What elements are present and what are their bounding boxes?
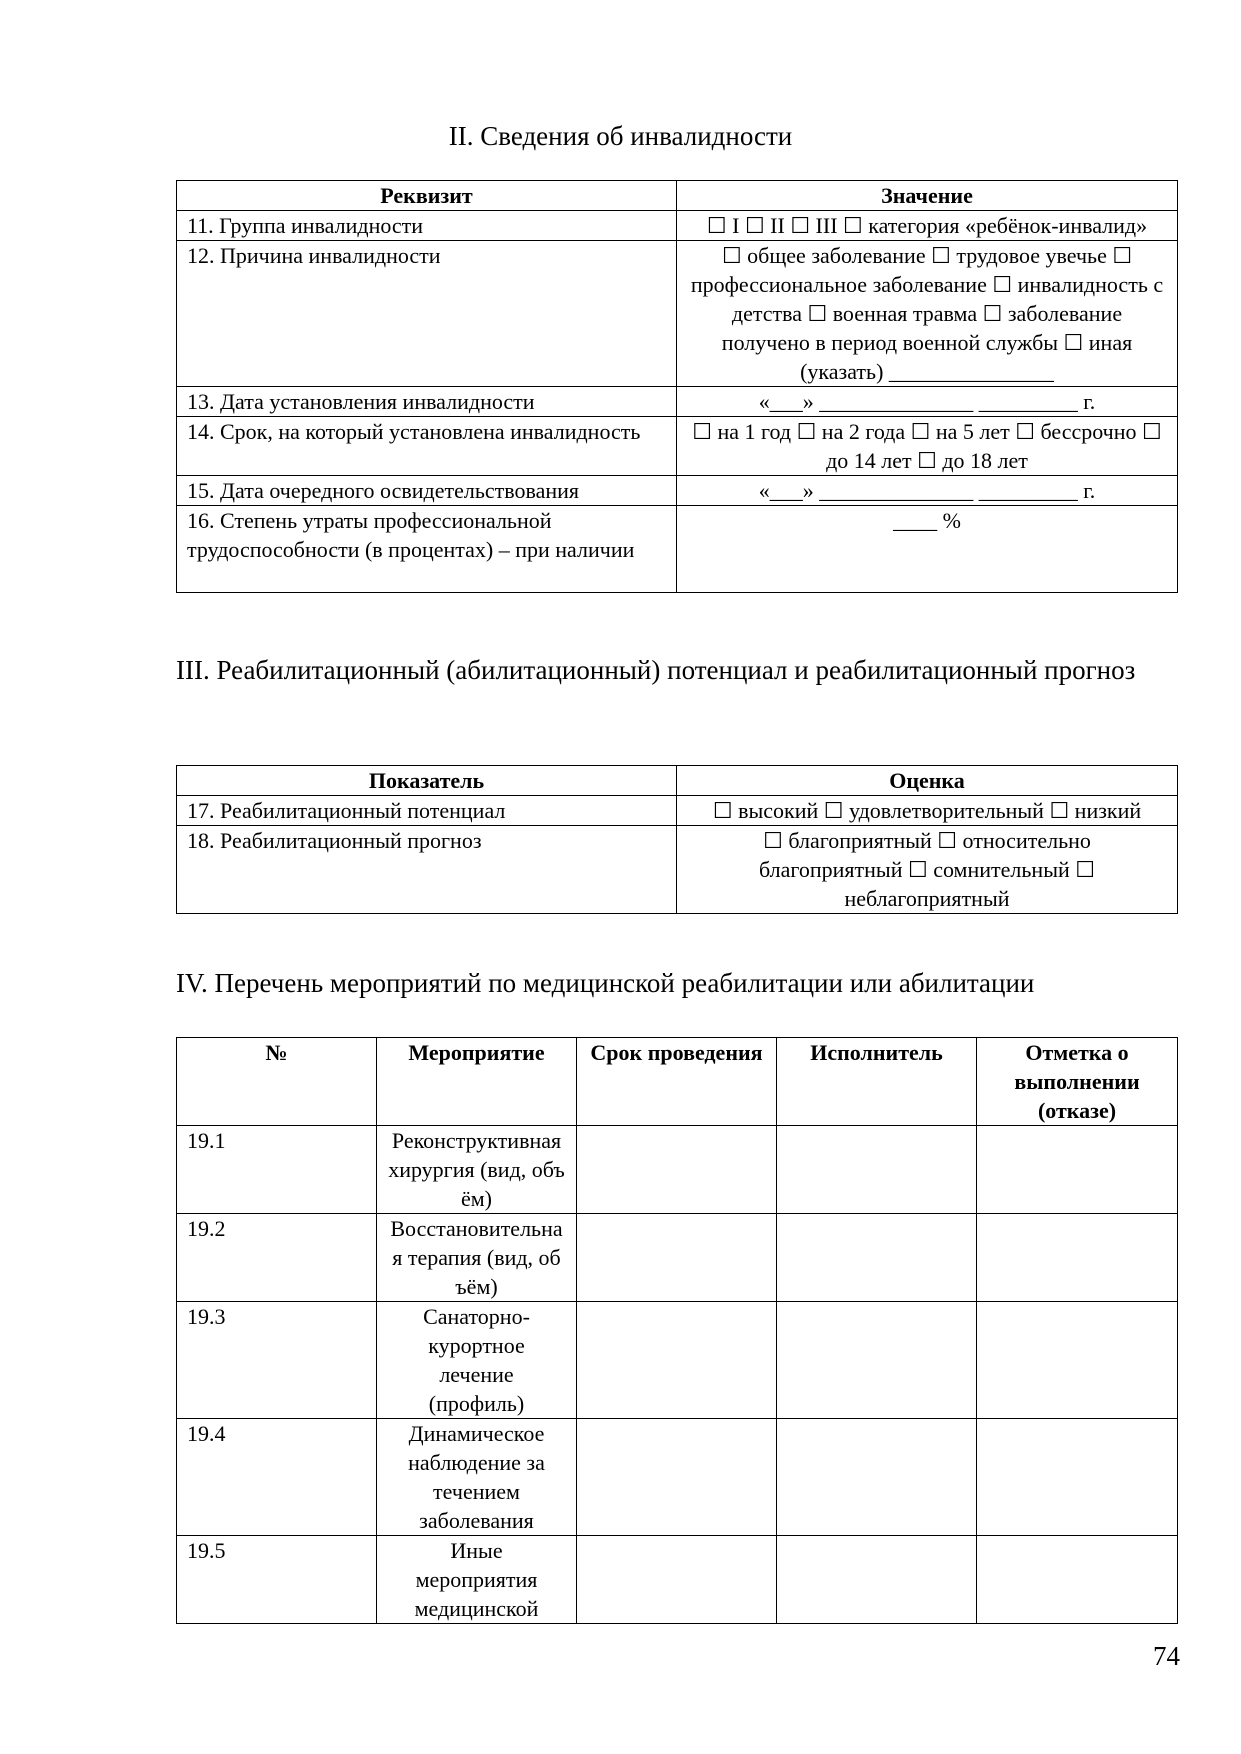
row-value: ☐ на 1 год ☐ на 2 года ☐ на 5 лет ☐ бессрочно ☐ до 14 лет ☐ до 18 лет [677,417,1178,476]
completion-cell [977,1536,1178,1624]
table-row [177,241,1178,387]
row-label: 18. Реабилитационный прогноз [177,826,677,914]
column-header-executor: Исполнитель [777,1038,977,1126]
table-row [177,211,1178,241]
row-label: 14. Срок, на который установлена инвалидность [177,417,677,476]
row-label: 11. Группа инвалидности [177,211,677,241]
row-label: 17. Реабилитационный потенциал [177,796,677,826]
row-number: 19.1 [177,1126,377,1214]
completion-cell [977,1214,1178,1302]
row-value: ☐ высокий ☐ удовлетворительный ☐ низкий [677,796,1178,826]
disability-info-table [176,180,1178,593]
table-row [177,826,1178,914]
table-row [177,1214,1178,1302]
completion-cell [977,1126,1178,1214]
section-4-title: IV. Перечень мероприятий по медицинской реабилитации или абилитации [176,968,1035,998]
table-row [177,476,1178,506]
row-label: 15. Дата очередного освидетельствования [177,476,677,506]
row-label: 12. Причина инвалидности [177,241,677,387]
row-number: 19.3 [177,1302,377,1419]
completion-cell [977,1419,1178,1536]
row-label: 16. Степень утраты профессиональной трудоспособности (в процентах) – при наличии [177,506,677,593]
column-header-indicator: Показатель [177,766,677,796]
term-cell [577,1536,777,1624]
page-number: 74 [1153,1641,1180,1671]
table-row [177,1536,1178,1624]
executor-cell [777,1536,977,1624]
section-3-title: III. Реабилитационный (абилитационный) потенциал и реабилитационный прогноз [176,655,1136,685]
table-row [177,796,1178,826]
medical-rehabilitation-activities-table [176,1037,1178,1624]
row-number: 19.2 [177,1214,377,1302]
row-label: 13. Дата установления инвалидности [177,387,677,417]
term-cell [577,1126,777,1214]
column-header-requisite: Реквизит [177,181,677,211]
table-row [177,387,1178,417]
row-activity: Иные мероприятия медицинской [377,1536,577,1624]
table-row [177,1126,1178,1214]
row-number: 19.5 [177,1536,377,1624]
row-activity: Восстановительная терапия (вид, объём) [377,1214,577,1302]
row-value: ☐ благоприятный ☐ относительно благоприятный ☐ сомнительный ☐ неблагоприятный [677,826,1178,914]
executor-cell [777,1126,977,1214]
row-activity: Динамическое наблюдение за течением заболевания [377,1419,577,1536]
executor-cell [777,1302,977,1419]
row-value: ____ % [677,506,1178,593]
column-header-activity: Мероприятие [377,1038,577,1126]
table-row [177,1419,1178,1536]
column-header-value: Значение [677,181,1178,211]
column-header-assessment: Оценка [677,766,1178,796]
table-row [177,506,1178,593]
column-header-number: № [177,1038,377,1126]
section-2-title: II. Сведения об инвалидности [448,121,793,151]
term-cell [577,1419,777,1536]
rehabilitation-potential-table [176,765,1178,914]
table-row [177,1302,1178,1419]
completion-cell [977,1302,1178,1419]
column-header-completion-mark: Отметка о выполнении (отказе) [977,1038,1178,1126]
executor-cell [777,1419,977,1536]
row-value: ☐ общее заболевание ☐ трудовое увечье ☐ профессиональное заболевание ☐ инвалидность с детства ☐ военная травма ☐ заболевание получено в период военной службы ☐ иная (указать) _______________ [677,241,1178,387]
row-value: «___» ______________ _________ г. [677,387,1178,417]
term-cell [577,1214,777,1302]
row-number: 19.4 [177,1419,377,1536]
term-cell [577,1302,777,1419]
executor-cell [777,1214,977,1302]
row-value: ☐ I ☐ II ☐ III ☐ категория «ребёнок-инвалид» [677,211,1178,241]
row-value: «___» ______________ _________ г. [677,476,1178,506]
row-activity: Реконструктивная хирургия (вид, объём) [377,1126,577,1214]
table-row [177,417,1178,476]
row-activity: Санаторно-курортное лечение (профиль) [377,1302,577,1419]
column-header-term: Срок проведения [577,1038,777,1126]
